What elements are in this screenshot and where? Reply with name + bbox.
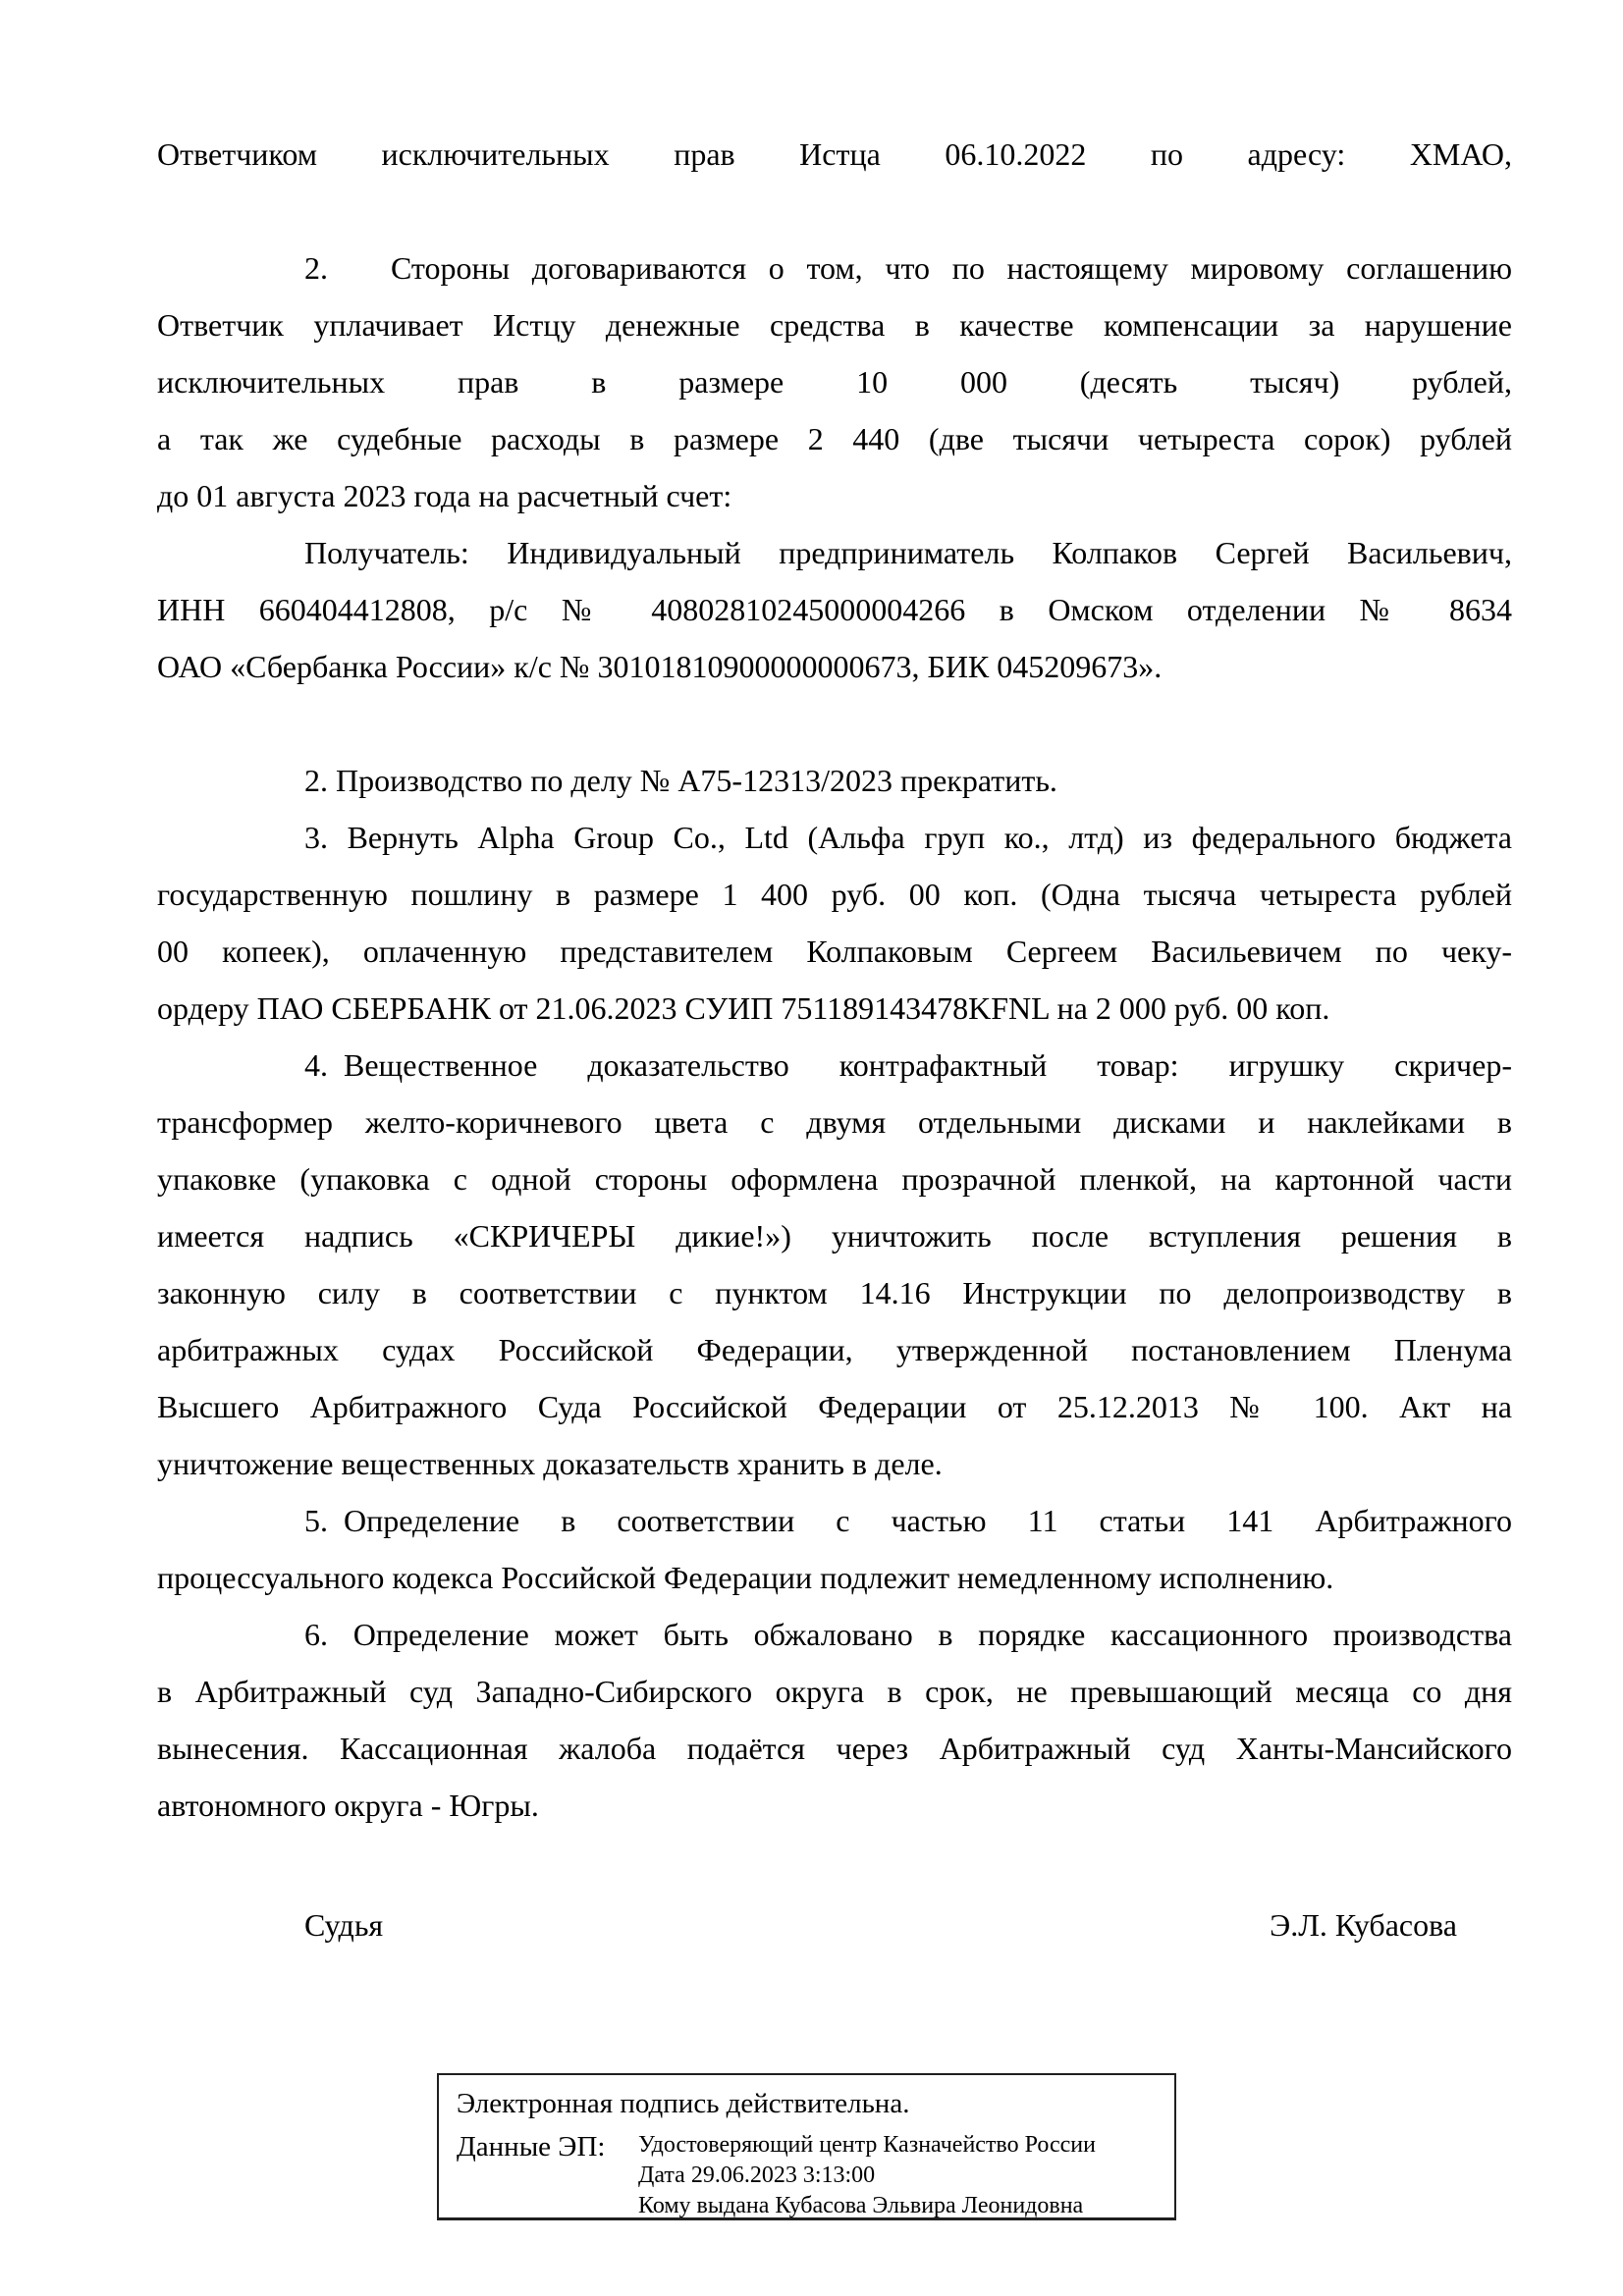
text-line: 6. Определение может быть обжаловано в порядке кассационного производства bbox=[304, 1617, 1512, 1652]
paragraph-3 bbox=[157, 524, 1512, 695]
esign-details bbox=[638, 2130, 1157, 2221]
paragraph-8 bbox=[157, 1606, 1512, 1834]
text-line: Высшего Арбитражного Суда Российской Федерации от 25.12.2013 № 100. Акт на bbox=[157, 1389, 1512, 1424]
judge-role-label: Судья bbox=[304, 1907, 384, 1943]
paragraph-5 bbox=[157, 809, 1512, 1037]
text-line: ордеру ПАО СБЕРБАНК от 21.06.2023 СУИП 751189143478KFNL на 2 000 руб. 00 коп. bbox=[157, 990, 1330, 1026]
judge-name: Э.Л. Кубасова bbox=[1270, 1907, 1457, 1943]
esign-detail-line: Удостоверяющий центр Казначейство России bbox=[638, 2132, 1096, 2158]
paragraph-4 bbox=[157, 752, 1512, 809]
signature-row bbox=[157, 1896, 1512, 1953]
text-line: исключительных прав в размере 10 000 (десять тысяч) рублей, bbox=[157, 364, 1512, 400]
esign-detail-line: Дата 29.06.2023 3:13:00 bbox=[638, 2163, 876, 2188]
text-line: Ответчиком исключительных прав Истца 06.10.2022 по адресу: ХМАО, bbox=[157, 136, 1512, 172]
text-line: автономного округа - Югры. bbox=[157, 1788, 539, 1823]
text-line: государственную пошлину в размере 1 400 руб. 00 коп. (Одна тысяча четыреста рублей bbox=[157, 877, 1512, 912]
text-line: трансформер желто-коричневого цвета с двумя отдельными дисками и наклейками в bbox=[157, 1104, 1512, 1140]
text-line: законную силу в соответствии с пунктом 14.16 Инструкции по делопроизводству в bbox=[157, 1275, 1512, 1310]
text-line: ИНН 660404412808, р/с № 40802810245000004266 в Омском отделении № 8634 bbox=[157, 592, 1512, 627]
esign-data-label: Данные ЭП: bbox=[457, 2131, 606, 2163]
text-line: упаковке (упаковка с одной стороны оформлена прозрачной пленкой, на картонной части bbox=[157, 1161, 1512, 1197]
text-line: 2. Стороны договариваются о том, что по настоящему мировому соглашению bbox=[304, 250, 1512, 286]
text-line: уничтожение вещественных доказательств хранить в деле. bbox=[157, 1446, 943, 1481]
document-body bbox=[157, 126, 1512, 1953]
text-line: 2. Производство по делу № А75-12313/2023 прекратить. bbox=[304, 763, 1057, 798]
text-line: процессуального кодекса Российской Федерации подлежит немедленному исполнению. bbox=[157, 1560, 1334, 1595]
paragraph-1 bbox=[157, 126, 1512, 183]
ruling-text bbox=[157, 126, 1512, 1834]
esign-stamp bbox=[437, 2073, 1176, 2220]
paragraph-6 bbox=[157, 1037, 1512, 1492]
paragraph-7 bbox=[157, 1492, 1512, 1606]
paragraph-2 bbox=[157, 240, 1512, 524]
text-line: арбитражных судах Российской Федерации, утвержденной постановлением Пленума bbox=[157, 1332, 1512, 1367]
text-line: ОАО «Сбербанка России» к/с № 30101810900000000673, БИК 045209673». bbox=[157, 649, 1163, 684]
text-line: 00 копеек), оплаченную представителем Колпаковым Сергеем Васильевичем по чеку- bbox=[157, 934, 1512, 969]
text-line: 5. Определение в соответствии с частью 11 статьи 141 Арбитражного bbox=[304, 1503, 1512, 1538]
text-line: до 01 августа 2023 года на расчетный счет: bbox=[157, 478, 732, 513]
text-line: Получатель: Индивидуальный предприниматель Колпаков Сергей Васильевич, bbox=[304, 535, 1512, 570]
text-line: вынесения. Кассационная жалоба подаётся через Арбитражный суд Ханты-Мансийского bbox=[157, 1731, 1512, 1766]
text-line: 3. Вернуть Alpha Group Co., Ltd (Альфа груп ко., лтд) из федерального бюджета bbox=[304, 820, 1512, 855]
text-line: Ответчик уплачивает Истцу денежные средства в качестве компенсации за нарушение bbox=[157, 307, 1512, 343]
esign-status-line: Электронная подпись действительна. bbox=[457, 2088, 910, 2119]
text-line: а так же судебные расходы в размере 2 440 (две тысячи четыреста сорок) рублей bbox=[157, 421, 1512, 456]
esign-detail-line: Кому выдана Кубасова Эльвира Леонидовна bbox=[638, 2193, 1084, 2218]
text-line: в Арбитражный суд Западно-Сибирского округа в срок, не превышающий месяца со дня bbox=[157, 1674, 1512, 1709]
esign-data-row bbox=[457, 2130, 1157, 2221]
text-line: 4. Вещественное доказательство контрафактный товар: игрушку скричер- bbox=[304, 1047, 1512, 1083]
text-line: имеется надпись «СКРИЧЕРЫ дикие!») уничтожить после вступления решения в bbox=[157, 1218, 1512, 1254]
